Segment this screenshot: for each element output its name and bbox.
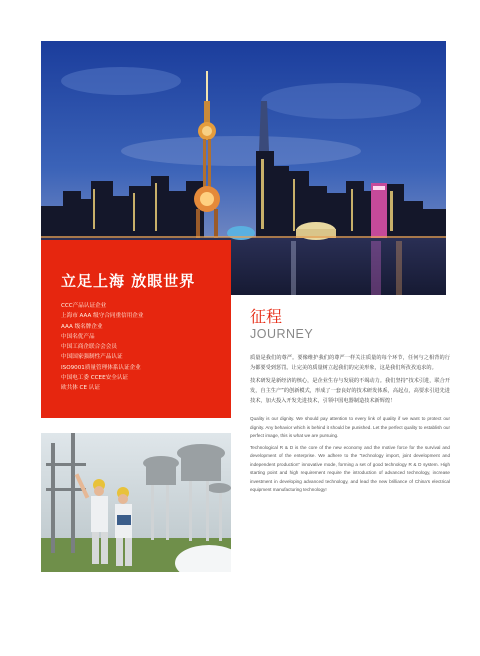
certification-panel bbox=[41, 240, 231, 418]
journey-section bbox=[250, 308, 450, 498]
certification-item: 欧共体 CE 认证 bbox=[61, 385, 100, 392]
certification-item: 中国名优产品 bbox=[61, 333, 95, 340]
certification-list bbox=[61, 301, 231, 394]
technology-paragraph-en: Technological R & D is the core of the new economy and the motive force for the survival and development of the enterprise. We adhere to the "technology import, joint development and independent production" innovative mode, forming a set of good technology R & D system. High starting point and high requirement require the introduction of advanced technology, increase investment in developing advanced technology, and lead the new brilliance of China's electrical equipment manufacturing technology! bbox=[250, 444, 450, 492]
certification-item: 中国国家强制性产品认证 bbox=[61, 354, 123, 361]
certification-item: ISO9001质量管理体系认证企业 bbox=[61, 364, 141, 371]
certification-item: 中国电工委 CCEE安全认证 bbox=[61, 375, 129, 382]
certification-item: CCC产品认证企业 bbox=[61, 303, 107, 309]
certification-item: 中国工商企联合会会员 bbox=[61, 344, 117, 351]
technology-paragraph-cn: 技术研发是新经济的核心，是企业生存与发展的不竭动力。我们坚持“技术引进，联合开发，自主生产”的创新模式，形成了一套良好的技术研发体系，高起点，高要求引进先进技术，加大投入开发先进技术，引领中国电器制造技术新辉煌！ bbox=[250, 378, 450, 404]
certification-item: 上海市 AAA 级守合同重信用企业 bbox=[61, 313, 144, 320]
hero-title: 立足上海 放眼世界 bbox=[61, 272, 196, 290]
quality-paragraph-cn: 质量是我们的尊严。要像维护我们的尊严一样关注质量的每个环节，任何与之相背的行为都要受到惩罚。让完美的质量树立起我们的完美形象，这是我们所孜孜追求的。 bbox=[250, 355, 450, 371]
journey-title-en: JOURNEY bbox=[250, 327, 314, 341]
quality-paragraph-en: Quality is our dignity. We should pay attention to every link of quality if we want to protect our dignity. Any behavior which is behind it should be punished. Let the perfect quality to establish our perfect image, this is what we are pursuing. bbox=[250, 416, 450, 438]
engineers-substation-photo bbox=[41, 433, 231, 572]
journey-title-cn: 征程 bbox=[250, 307, 283, 326]
certification-item: AAA 级名牌企业 bbox=[61, 323, 103, 330]
